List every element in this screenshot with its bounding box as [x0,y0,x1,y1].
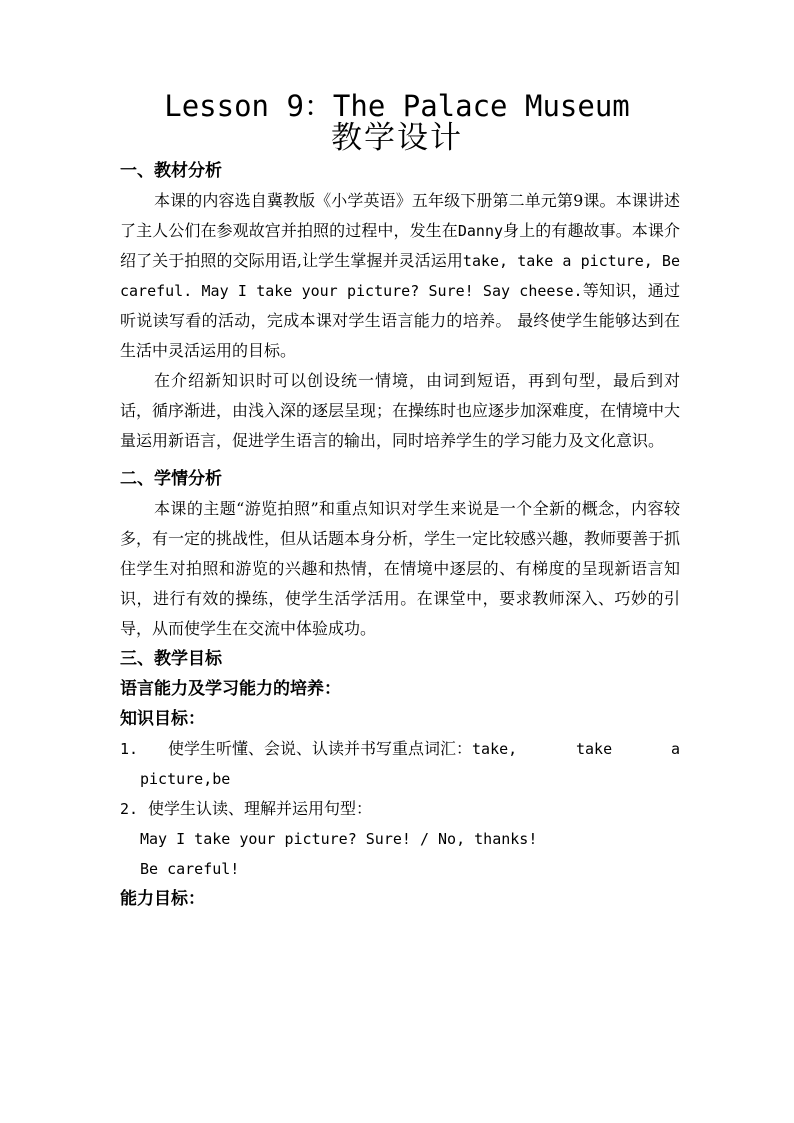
document-body [120,156,680,914]
sentence-pattern: May I take your picture? Sure! / No, thanks! [140,830,538,848]
sentence-pattern: Be careful! [140,860,240,878]
vocab-word: a [670,740,680,758]
paragraph-textbook-analysis-1 [120,186,680,366]
section-heading-teaching-goals: 三、教学目标 [120,649,222,669]
section-heading-textbook-analysis: 一、教材分析 [120,161,222,181]
subheading-language-ability: 语言能力及学习能力的培养： [120,679,341,699]
para-text: 身上的有趣故事。本课介绍了关于拍照的交际用语,让学生掌握并灵活运用 [120,221,680,270]
list-number: 2. [120,800,139,818]
document-title-chinese: 教学设计 [331,120,463,156]
list-item-1 [120,734,680,764]
document-title-english: Lesson 9：The Palace Museum [164,89,630,123]
para-english-phrases: take, take a picture, Be careful. May I take your picture? Sure! Say cheese. [120,252,680,300]
para-name-danny: Danny [457,222,504,240]
vocab-word: take [576,740,613,758]
list-item-text: 使学生认读、理解并运用句型： [148,799,373,818]
list-number: 1. [120,740,139,758]
subheading-ability-goals: 能力目标： [120,889,205,909]
para-text: 本课的内容选自冀教版《小学英语》五年级下册第二单元第9课。本课讲述了主人公们在参观故宫并拍照的过程中，发生在 [120,191,680,240]
paragraph-textbook-analysis-2: 在介绍新知识时可以创设统一情境，由词到短语，再到句型，最后到对话，循序渐进，由浅入深的逐层呈现；在操练时也应逐步加深难度，在情境中大量运用新语言，促进学生语言的输出，同时培养学生的学习能力及文化意识。 [120,371,681,450]
list-item-2 [120,794,680,824]
list-item-text: 使学生听懂、会说、认读并书写重点词汇： [168,739,473,758]
para-text: 等知识，通过听说读写看的活动，完成本课对学生语言能力的培养。 最终使学生能够达到在生活中灵活运用的目标。 [120,281,680,360]
section-heading-student-analysis: 二、学情分析 [120,469,222,489]
vocab-word: take, [472,740,518,758]
paragraph-student-analysis: 本课的主题“游览拍照”和重点知识对学生来说是一个全新的概念，内容较多，有一定的挑战性，但从话题本身分析，学生一定比较感兴趣，教师要善于抓住学生对拍照和游览的兴趣和热情，在情境中逐层的、有梯度的呈现新语言知识，进行有效的操练，使学生活学活用。在课堂中，要求教师深入、巧妙的引导，从而使学生在交流中体验成功。 [120,499,681,638]
list-item-1-continuation: picture,be [140,770,231,788]
subheading-knowledge-goals: 知识目标： [120,709,205,729]
